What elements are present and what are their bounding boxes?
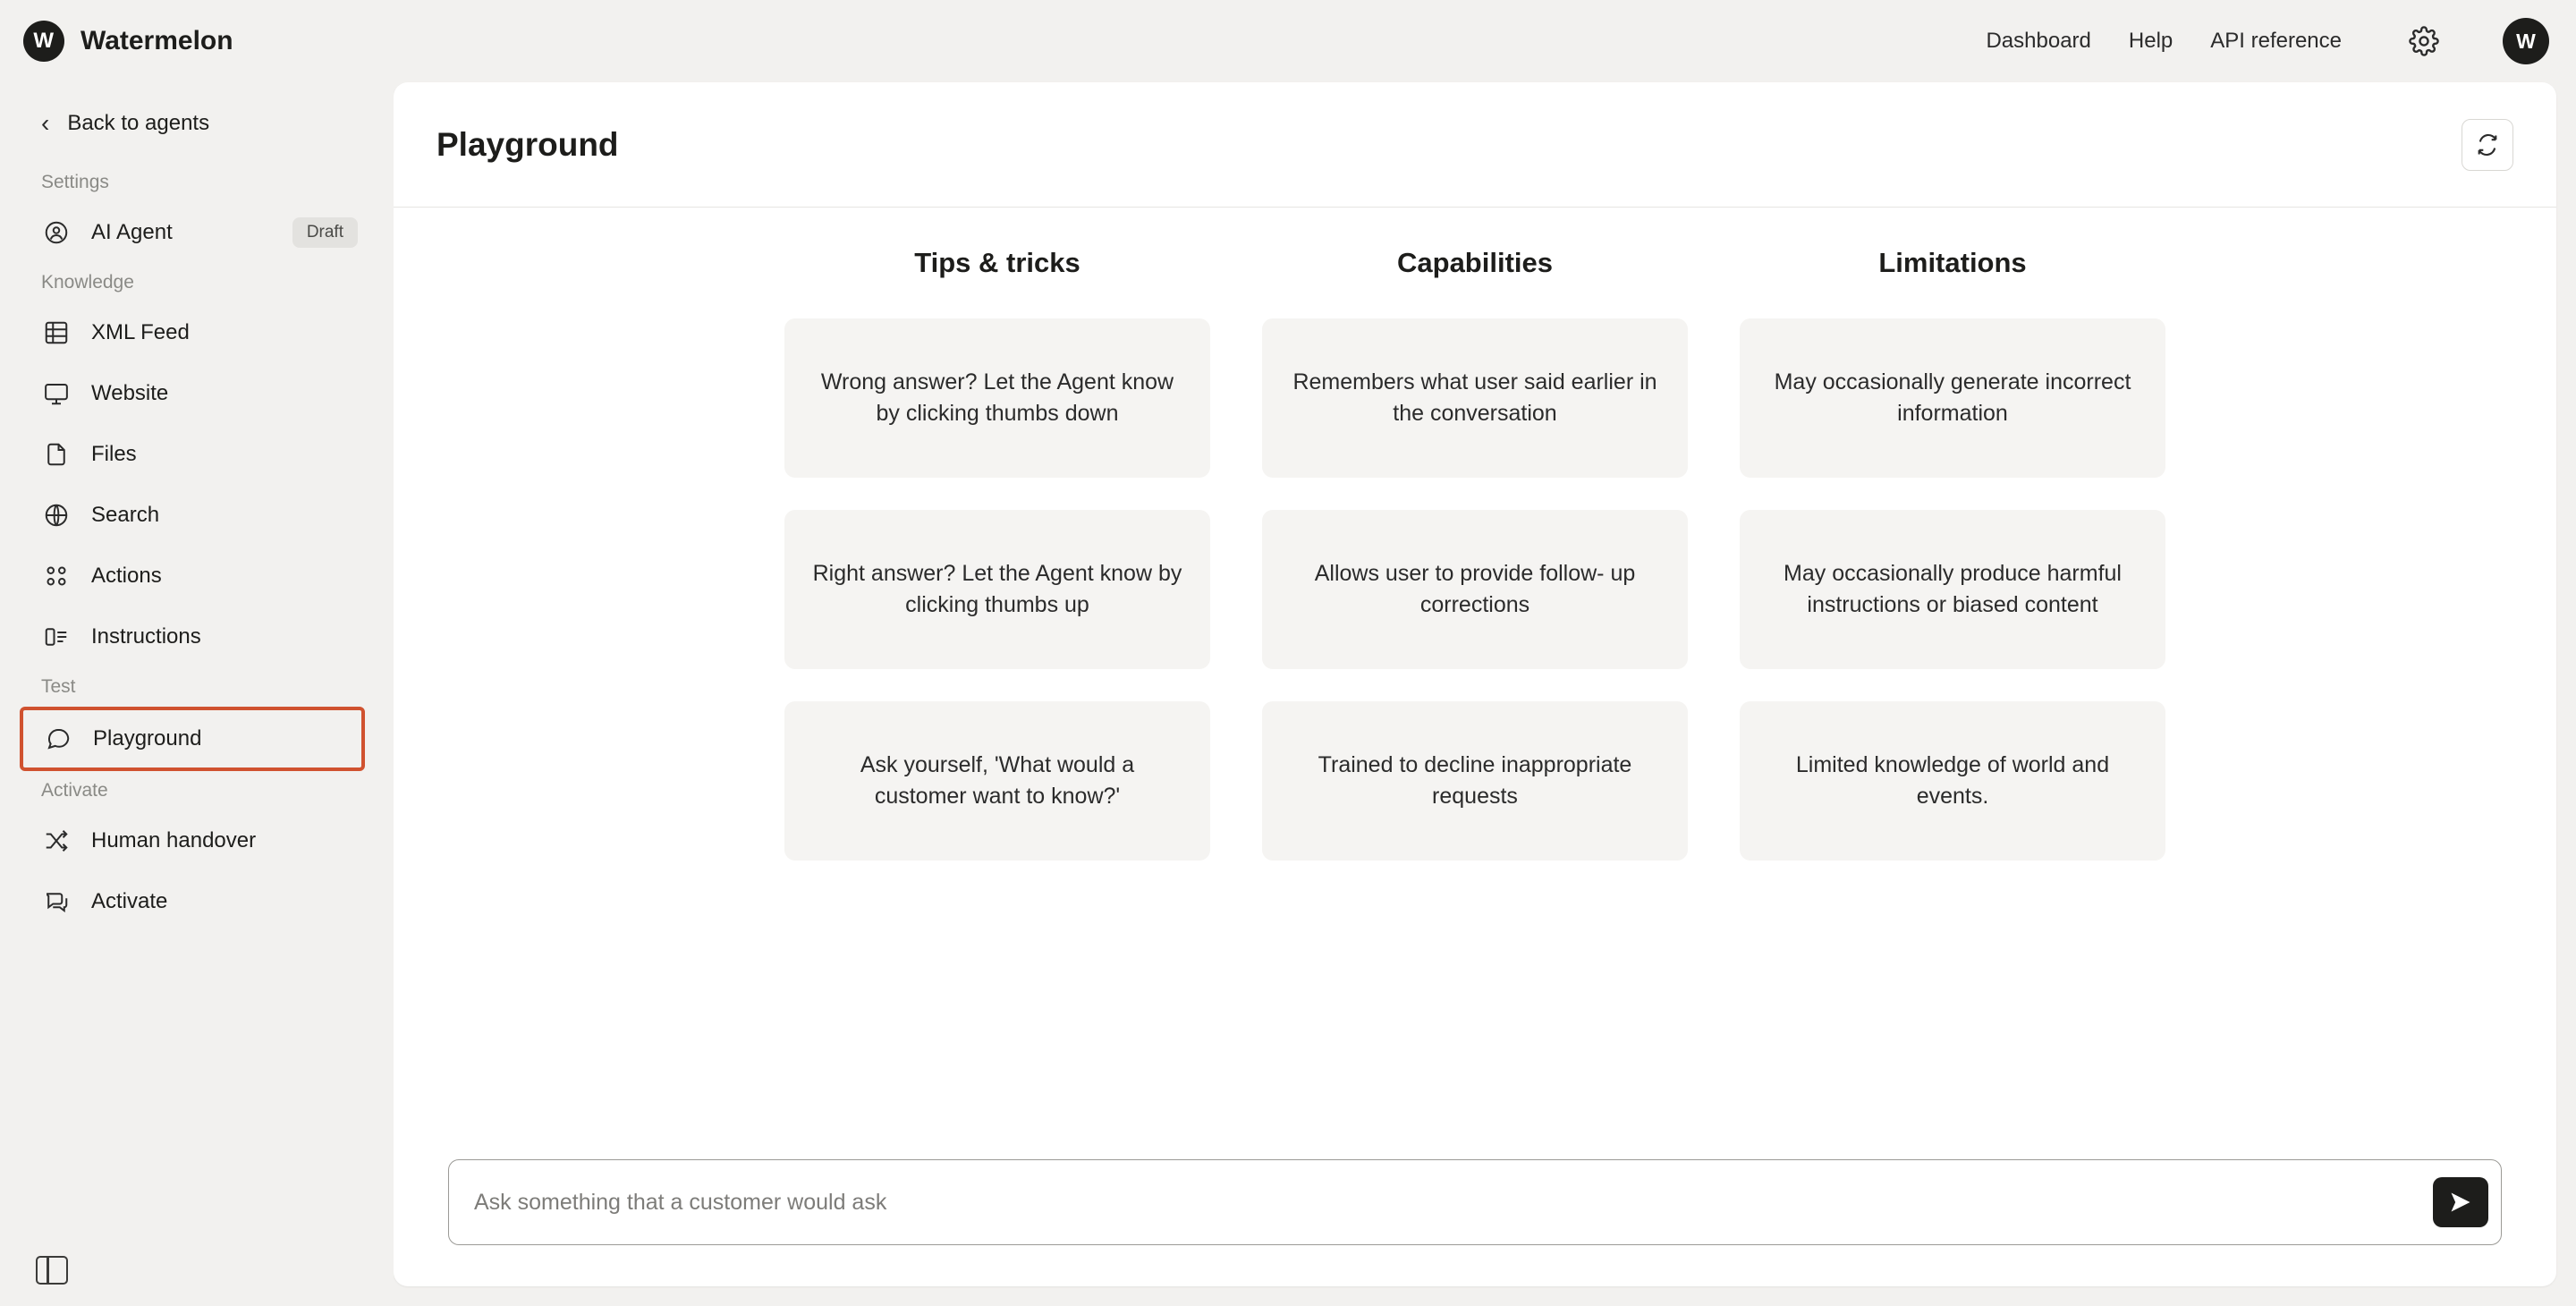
sidebar-item-files[interactable] <box>0 424 394 485</box>
monitor-icon <box>41 378 72 409</box>
info-card: May occasionally generate incorrect information <box>1740 318 2165 478</box>
message-input[interactable] <box>474 1190 2433 1216</box>
info-card: Ask yourself, 'What would a customer want to know?' <box>784 701 1210 861</box>
sidebar-item-website[interactable] <box>0 363 394 424</box>
sidebar-item-label: Human handover <box>91 828 257 852</box>
brand-logo: W <box>23 21 64 62</box>
back-to-agents-button[interactable] <box>0 98 394 148</box>
nav-link-dashboard[interactable]: Dashboard <box>1986 29 2091 53</box>
column-title: Tips & tricks <box>914 247 1080 278</box>
info-card: May occasionally produce harmful instructions or biased content <box>1740 510 2165 669</box>
shuffle-icon <box>41 826 72 856</box>
sidebar-item-playground[interactable] <box>20 707 365 771</box>
sidebar-item-label: AI Agent <box>91 220 173 244</box>
info-columns <box>436 247 2513 893</box>
main-content <box>394 208 2556 1286</box>
chat-icon <box>43 724 73 754</box>
sidebar-item-xml-feed[interactable] <box>0 302 394 363</box>
brand-name: Watermelon <box>80 26 233 55</box>
chats-icon <box>41 886 72 917</box>
table-icon <box>41 318 72 348</box>
sidebar-item-label: XML Feed <box>91 320 190 344</box>
info-card: Trained to decline inappropriate requests <box>1262 701 1688 861</box>
file-icon <box>41 439 72 470</box>
grid-icon <box>41 561 72 591</box>
top-nav <box>1986 18 2549 64</box>
main-header <box>394 82 2556 208</box>
sidebar-group-label-activate: Activate <box>41 780 108 801</box>
info-card: Right answer? Let the Agent know by clicking thumbs up <box>784 510 1210 669</box>
sidebar-item-label: Files <box>91 442 137 466</box>
info-card: Remembers what user said earlier in the conversation <box>1262 318 1688 478</box>
column-tips-and-tricks <box>784 247 1210 893</box>
sidebar-item-label: Website <box>91 381 169 405</box>
sidebar-collapse-button[interactable] <box>0 1256 394 1306</box>
nav-link-help[interactable]: Help <box>2128 29 2174 53</box>
status-badge: Draft <box>292 217 358 248</box>
instructions-icon <box>41 622 72 652</box>
info-card: Allows user to provide follow- up corrections <box>1262 510 1688 669</box>
chevron-left-icon: ‹ <box>41 109 50 137</box>
sidebar-item-activate[interactable] <box>0 871 394 932</box>
column-capabilities <box>1262 247 1688 893</box>
panel-toggle-icon <box>36 1256 68 1285</box>
sidebar-item-actions[interactable] <box>0 546 394 606</box>
sidebar-item-search[interactable] <box>0 485 394 546</box>
sidebar-item-human-handover[interactable] <box>0 810 394 871</box>
avatar[interactable]: W <box>2503 18 2549 64</box>
agent-icon <box>41 217 72 248</box>
page-title: Playground <box>436 125 619 163</box>
brand[interactable] <box>23 21 233 62</box>
gear-icon[interactable] <box>2404 21 2444 61</box>
sidebar-item-label: Activate <box>91 889 168 913</box>
composer-area <box>436 1159 2513 1286</box>
sidebar-item-instructions[interactable] <box>0 606 394 667</box>
sidebar <box>0 82 394 1306</box>
column-title: Limitations <box>1878 247 2027 278</box>
info-card: Limited knowledge of world and events. <box>1740 701 2165 861</box>
refresh-button[interactable] <box>2462 119 2513 171</box>
top-bar <box>0 0 2576 82</box>
sidebar-item-label: Instructions <box>91 624 201 649</box>
composer[interactable] <box>448 1159 2502 1245</box>
info-card: Wrong answer? Let the Agent know by clicking thumbs down <box>784 318 1210 478</box>
sidebar-group-label-test: Test <box>41 676 76 697</box>
sidebar-item-ai-agent[interactable] <box>0 202 394 263</box>
body <box>0 82 2576 1306</box>
column-limitations <box>1740 247 2165 893</box>
sidebar-group-label-settings: Settings <box>41 172 109 192</box>
globe-icon <box>41 500 72 530</box>
sidebar-item-label: Actions <box>91 564 162 588</box>
sidebar-group-label-knowledge: Knowledge <box>41 272 134 293</box>
sidebar-item-label: Playground <box>93 726 202 751</box>
sidebar-item-label: Search <box>91 503 160 527</box>
nav-link-api-reference[interactable]: API reference <box>2210 29 2342 53</box>
main-panel <box>394 82 2556 1286</box>
back-to-agents-label: Back to agents <box>67 111 210 135</box>
send-button[interactable] <box>2433 1177 2488 1227</box>
column-title: Capabilities <box>1397 247 1553 278</box>
